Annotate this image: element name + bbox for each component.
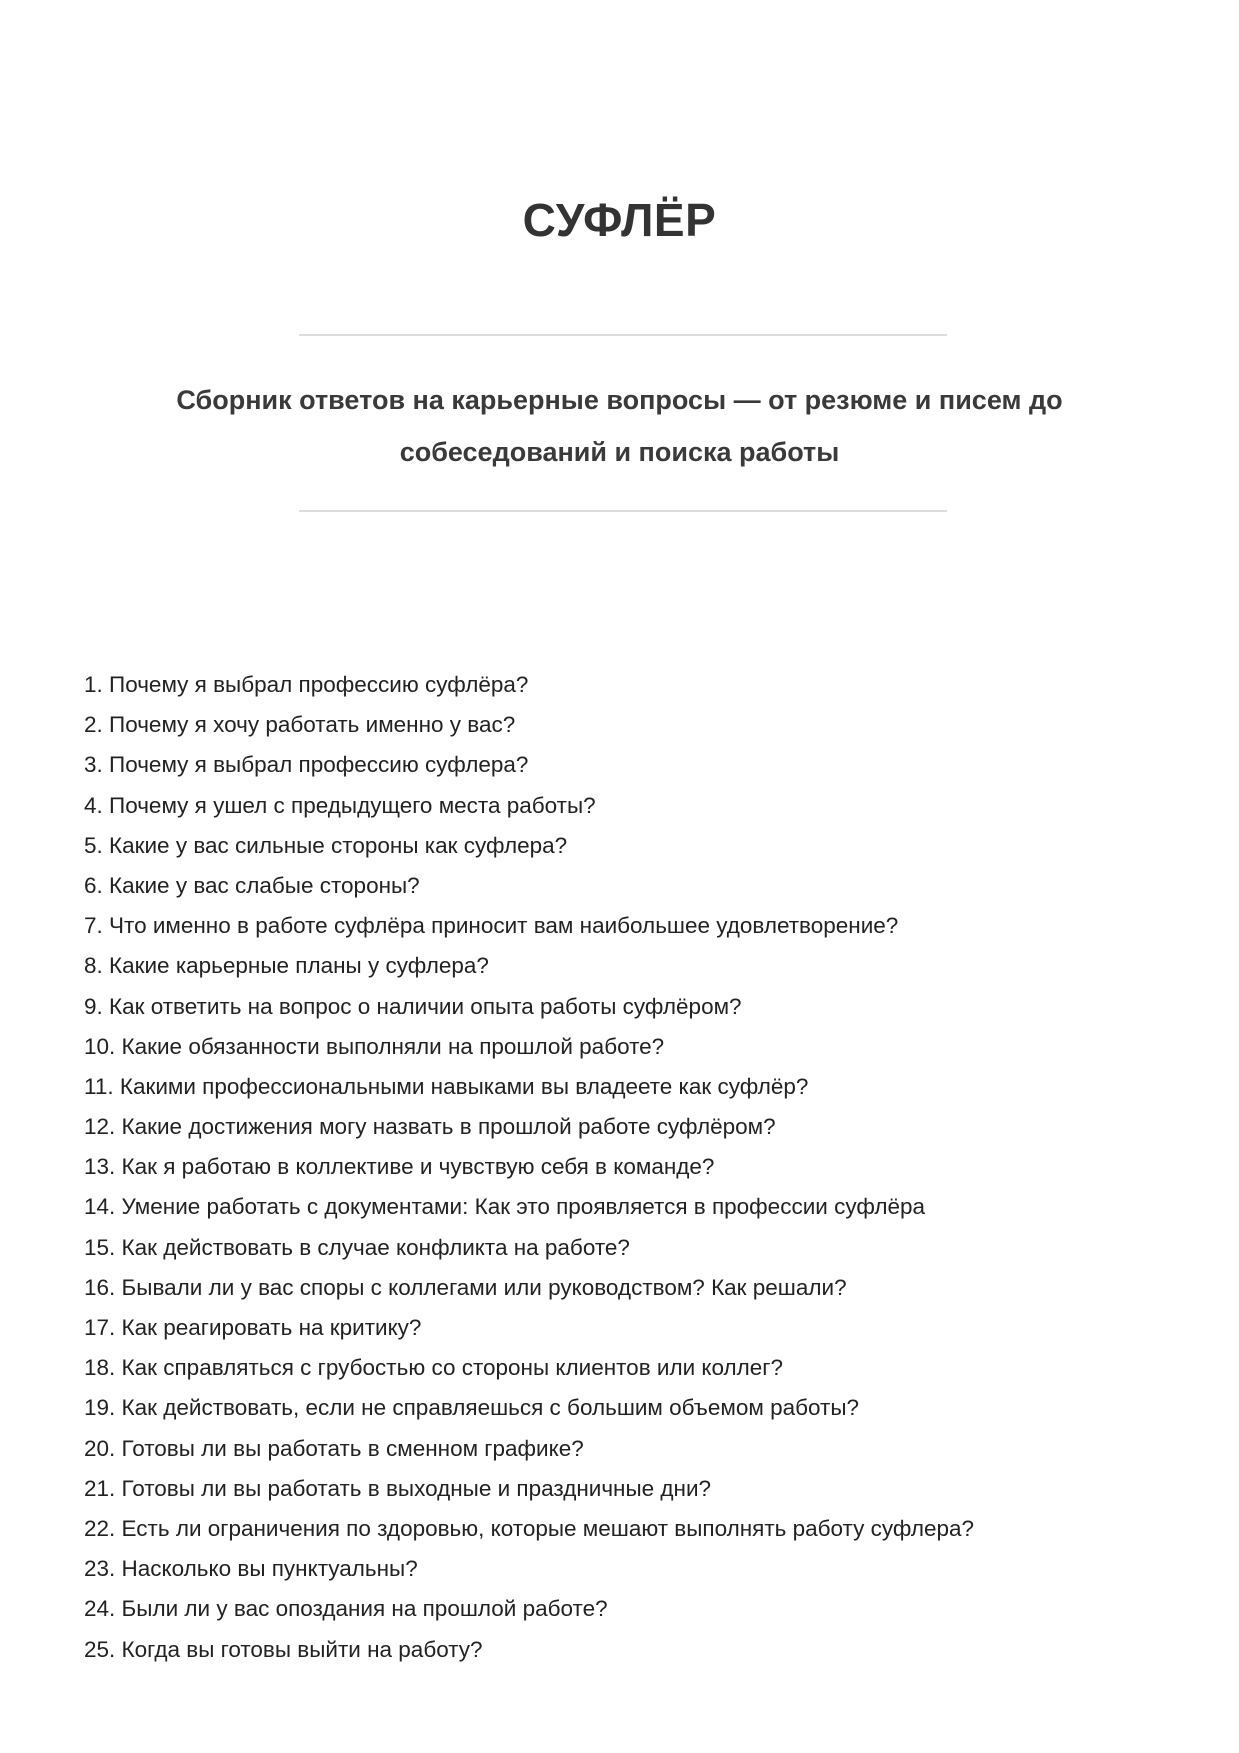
question-item: 16. Бывали ли у вас споры с коллегами или руководством? Как решали? xyxy=(84,1274,847,1300)
question-item: 2. Почему я хочу работать именно у вас? xyxy=(84,712,516,738)
question-item: 17. Как реагировать на критику? xyxy=(84,1315,422,1340)
question-item: 14. Умение работать с документами: Как это проявляется в профессии суфлёра xyxy=(84,1194,926,1220)
question-item: 11. Какими профессиональными навыками вы владеете как суфлёр? xyxy=(84,1073,809,1099)
question-item: 12. Какие достижения могу назвать в прошлой работе суфлёром? xyxy=(84,1114,776,1140)
question-item: 22. Есть ли ограничения по здоровью, которые мешают выполнять работу суфлера? xyxy=(84,1515,975,1541)
divider-bottom xyxy=(299,510,947,512)
question-item: 1. Почему я выбрал профессию суфлёра? xyxy=(84,672,529,697)
question-item: 13. Как я работаю в коллективе и чувствую себя в команде? xyxy=(84,1154,715,1180)
document-subtitle: Сборник ответов на карьерные вопросы — от резюме и писем до собеседований и поиска работы xyxy=(176,385,1063,467)
question-item: 7. Что именно в работе суфлёра приносит вам наибольшее удовлетворение? xyxy=(84,913,899,939)
question-item: 23. Насколько вы пунктуальны? xyxy=(84,1556,418,1582)
question-item: 6. Какие у вас слабые стороны? xyxy=(84,872,420,898)
question-item: 8. Какие карьерные планы у суфлера? xyxy=(84,953,489,979)
question-item: 5. Какие у вас сильные стороны как суфлера? xyxy=(84,832,568,858)
document-title: СУФЛЁР xyxy=(522,194,717,246)
question-item: 18. Как справляться с грубостью со стороны клиентов или коллег? xyxy=(84,1355,784,1381)
question-item: 20. Готовы ли вы работать в сменном графике? xyxy=(84,1435,584,1461)
question-item: 15. Как действовать в случае конфликта на работе? xyxy=(84,1234,630,1260)
question-item: 3. Почему я выбрал профессию суфлера? xyxy=(84,752,529,778)
divider-top xyxy=(299,334,947,336)
question-item: 10. Какие обязанности выполняли на прошлой работе? xyxy=(84,1033,665,1059)
question-item: 21. Готовы ли вы работать в выходные и праздничные дни? xyxy=(84,1475,712,1501)
question-item: 4. Почему я ушел с предыдущего места работы? xyxy=(84,792,596,818)
question-item: 25. Когда вы готовы выйти на работу? xyxy=(84,1636,483,1662)
question-item: 24. Были ли у вас опоздания на прошлой работе? xyxy=(84,1596,608,1622)
questions-list xyxy=(84,665,974,1670)
question-item: 9. Как ответить на вопрос о наличии опыта работы суфлёром? xyxy=(84,993,742,1019)
question-item: 19. Как действовать, если не справляешься с большим объемом работы? xyxy=(84,1395,860,1421)
